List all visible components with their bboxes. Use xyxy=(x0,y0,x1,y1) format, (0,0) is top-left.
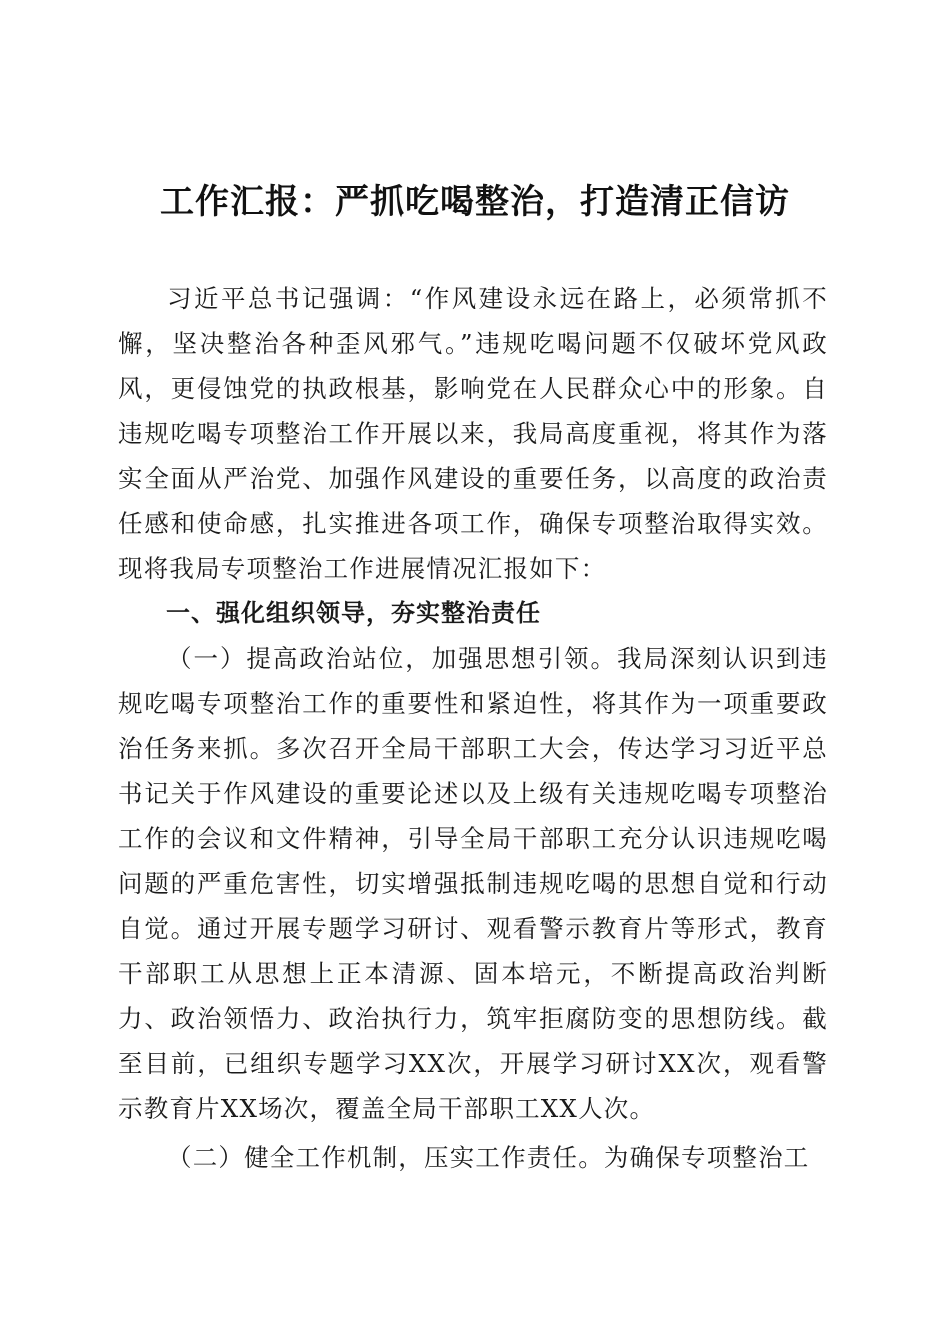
subsection-paragraph-1: （一）提高政治站位，加强思想引领。我局深刻认识到违规吃喝专项整治工作的重要性和紧迫性，将其作为一项重要政治任务来抓。多次召开全局干部职工大会，传达学习习近平总书记关于作风建设的重要论述以及上级有关违规吃喝专项整治工作的会议和文件精神，引导全局干部职工充分认识违规吃喝问题的严重危害性，切实增强抵制违规吃喝的思想自觉和行动自觉。通过开展专题学习研讨、观看警示教育片等形式，教育干部职工从思想上正本清源、固本培元，不断提高政治判断力、政治领悟力、政治执行力，筑牢拒腐防变的思想防线。截至目前，已组织专题学习XX次，开展学习研讨XX次，观看警示教育片XX场次，覆盖全局干部职工XX人次。 xyxy=(118,644,828,1123)
section-heading-1: 一、强化组织领导，夯实整治责任 xyxy=(166,599,541,627)
document-title: 工作汇报：严抓吃喝整治，打造清正信访 xyxy=(160,182,790,222)
subsection-paragraph-2: （二）健全工作机制，压实工作责任。为确保专项整治工 xyxy=(167,1143,810,1172)
document-body xyxy=(118,276,828,1180)
intro-paragraph: 习近平总书记强调：“作风建设永远在路上，必须常抓不懈，坚决整治各种歪风邪气。”违规吃喝问题不仅破坏党风政风，更侵蚀党的执政根基，影响党在人民群众心中的形象。自违规吃喝专项整治工作开展以来，我局高度重视，将其作为落实全面从严治党、加强作风建设的重要任务，以高度的政治责任感和使命感，扎实推进各项工作，确保专项整治取得实效。现将我局专项整治工作进展情况汇报如下： xyxy=(118,284,828,583)
